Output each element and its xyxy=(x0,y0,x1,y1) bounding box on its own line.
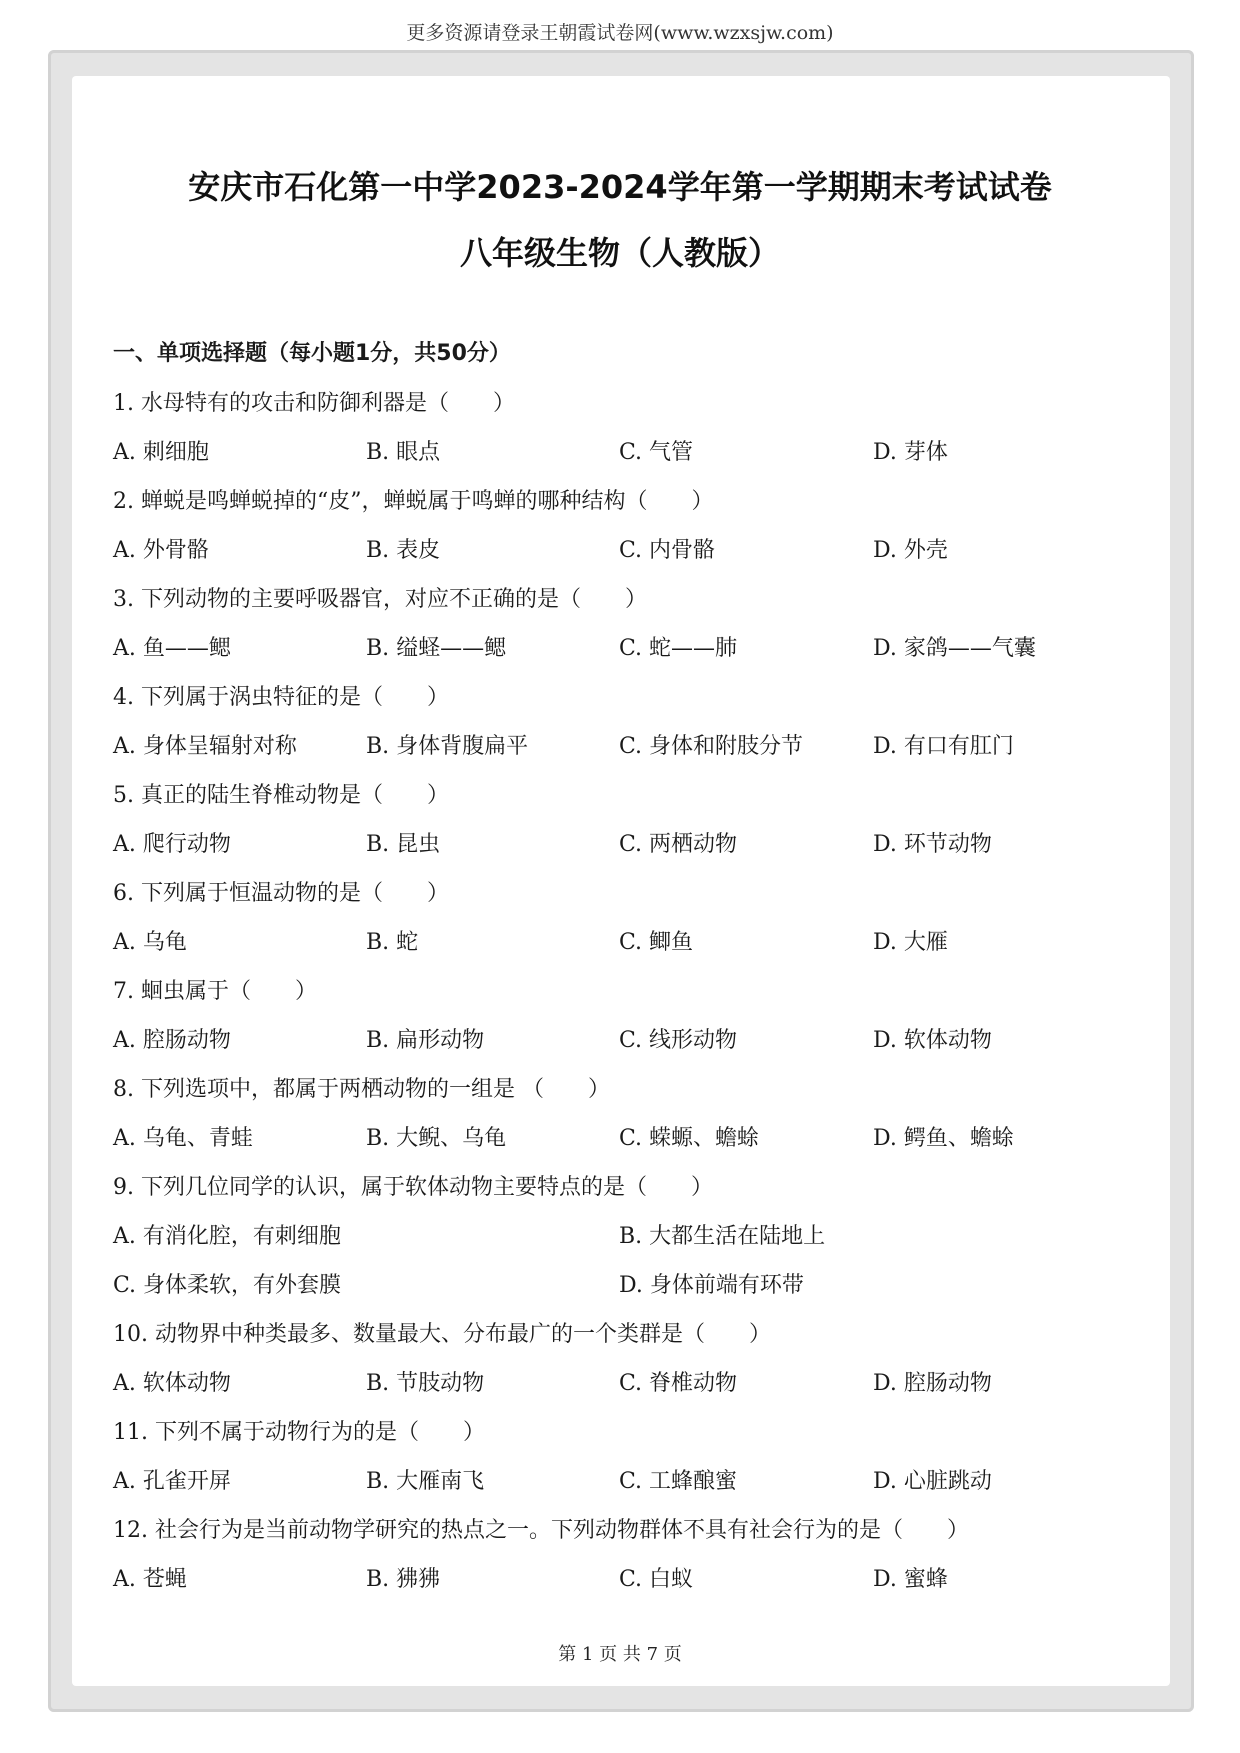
question-4: 4. 下列属于涡虫特征的是（ ） xyxy=(113,685,449,710)
question-8: 8. 下列选项中，都属于两栖动物的一组是 （ ） xyxy=(113,1077,610,1102)
q8-option-d: D. 鳄鱼、蟾蜍 xyxy=(873,1126,1014,1151)
q9-option-c: C. 身体柔软，有外套膜 xyxy=(113,1273,342,1298)
q10-option-b: B. 节肢动物 xyxy=(366,1371,485,1396)
question-5: 5. 真正的陆生脊椎动物是（ ） xyxy=(113,783,449,808)
q5-option-c: C. 两栖动物 xyxy=(619,832,738,857)
q7-option-c: C. 线形动物 xyxy=(619,1028,738,1053)
q4-option-a: A. 身体呈辐射对称 xyxy=(113,734,297,759)
question-1: 1. 水母特有的攻击和防御利器是（ ） xyxy=(113,391,515,416)
q6-option-b: B. 蛇 xyxy=(366,930,419,955)
q2-option-a: A. 外骨骼 xyxy=(113,538,209,563)
q4-option-b: B. 身体背腹扁平 xyxy=(366,734,529,759)
page-footer: 第 1 页 共 7 页 xyxy=(558,1644,682,1665)
q5-option-b: B. 昆虫 xyxy=(366,832,441,857)
q3-option-b: B. 缢蛏——鳃 xyxy=(366,636,507,661)
question-10: 10. 动物界中种类最多、数量最大、分布最广的一个类群是（ ） xyxy=(113,1322,771,1347)
q7-option-b: B. 扁形动物 xyxy=(366,1028,485,1053)
question-9: 9. 下列几位同学的认识，属于软体动物主要特点的是（ ） xyxy=(113,1175,713,1200)
q7-option-a: A. 腔肠动物 xyxy=(113,1028,231,1053)
question-12: 12. 社会行为是当前动物学研究的热点之一。下列动物群体不具有社会行为的是（ ） xyxy=(113,1518,969,1543)
q11-option-c: C. 工蜂酿蜜 xyxy=(619,1469,738,1494)
q2-option-d: D. 外壳 xyxy=(873,538,948,563)
q8-option-a: A. 乌龟、青蛙 xyxy=(113,1126,253,1151)
question-6: 6. 下列属于恒温动物的是（ ） xyxy=(113,881,449,906)
q8-option-b: B. 大鲵、乌龟 xyxy=(366,1126,507,1151)
question-2: 2. 蝉蜕是鸣蝉蜕掉的“皮”，蝉蜕属于鸣蝉的哪种结构（ ） xyxy=(113,489,714,514)
header-watermark: 更多资源请登录王朝霞试卷网(www.wzxsjw.com) xyxy=(406,22,834,44)
q6-option-a: A. 乌龟 xyxy=(113,930,187,955)
exam-subtitle: 八年级生物（人教版） xyxy=(459,234,780,272)
q5-option-d: D. 环节动物 xyxy=(873,832,992,857)
q3-option-d: D. 家鸽——气囊 xyxy=(873,636,1036,661)
q1-option-b: B. 眼点 xyxy=(366,440,441,465)
q10-option-c: C. 脊椎动物 xyxy=(619,1371,738,1396)
q2-option-b: B. 表皮 xyxy=(366,538,441,563)
q5-option-a: A. 爬行动物 xyxy=(113,832,231,857)
q12-option-a: A. 苍蝇 xyxy=(113,1567,187,1592)
question-3: 3. 下列动物的主要呼吸器官，对应不正确的是（ ） xyxy=(113,587,647,612)
question-7: 7. 蛔虫属于（ ） xyxy=(113,979,317,1004)
q9-option-a: A. 有消化腔，有刺细胞 xyxy=(113,1224,341,1249)
q11-option-b: B. 大雁南飞 xyxy=(366,1469,485,1494)
q9-option-b: B. 大都生活在陆地上 xyxy=(619,1224,826,1249)
q1-option-c: C. 气管 xyxy=(619,440,694,465)
q9-option-d: D. 身体前端有环带 xyxy=(619,1273,804,1298)
question-11: 11. 下列不属于动物行为的是（ ） xyxy=(113,1420,485,1445)
q10-option-d: D. 腔肠动物 xyxy=(873,1371,992,1396)
section-title: 一、单项选择题（每小题1分，共50分） xyxy=(113,341,511,366)
q11-option-a: A. 孔雀开屏 xyxy=(113,1469,231,1494)
q6-option-d: D. 大雁 xyxy=(873,930,948,955)
q7-option-d: D. 软体动物 xyxy=(873,1028,992,1053)
q3-option-c: C. 蛇——肺 xyxy=(619,636,738,661)
q10-option-a: A. 软体动物 xyxy=(113,1371,231,1396)
q11-option-d: D. 心脏跳动 xyxy=(873,1469,992,1494)
q1-option-d: D. 芽体 xyxy=(873,440,948,465)
q3-option-a: A. 鱼——鳃 xyxy=(113,636,231,661)
exam-title: 安庆市石化第一中学2023-2024学年第一学期期末考试试卷 xyxy=(188,168,1052,206)
q12-option-c: C. 白蚁 xyxy=(619,1567,694,1592)
q1-option-a: A. 刺细胞 xyxy=(113,440,209,465)
q4-option-c: C. 身体和附肢分节 xyxy=(619,734,804,759)
q12-option-b: B. 狒狒 xyxy=(366,1567,441,1592)
q12-option-d: D. 蜜蜂 xyxy=(873,1567,948,1592)
q6-option-c: C. 鲫鱼 xyxy=(619,930,694,955)
q2-option-c: C. 内骨骼 xyxy=(619,538,716,563)
q8-option-c: C. 蝾螈、蟾蜍 xyxy=(619,1126,760,1151)
q4-option-d: D. 有口有肛门 xyxy=(873,734,1014,759)
